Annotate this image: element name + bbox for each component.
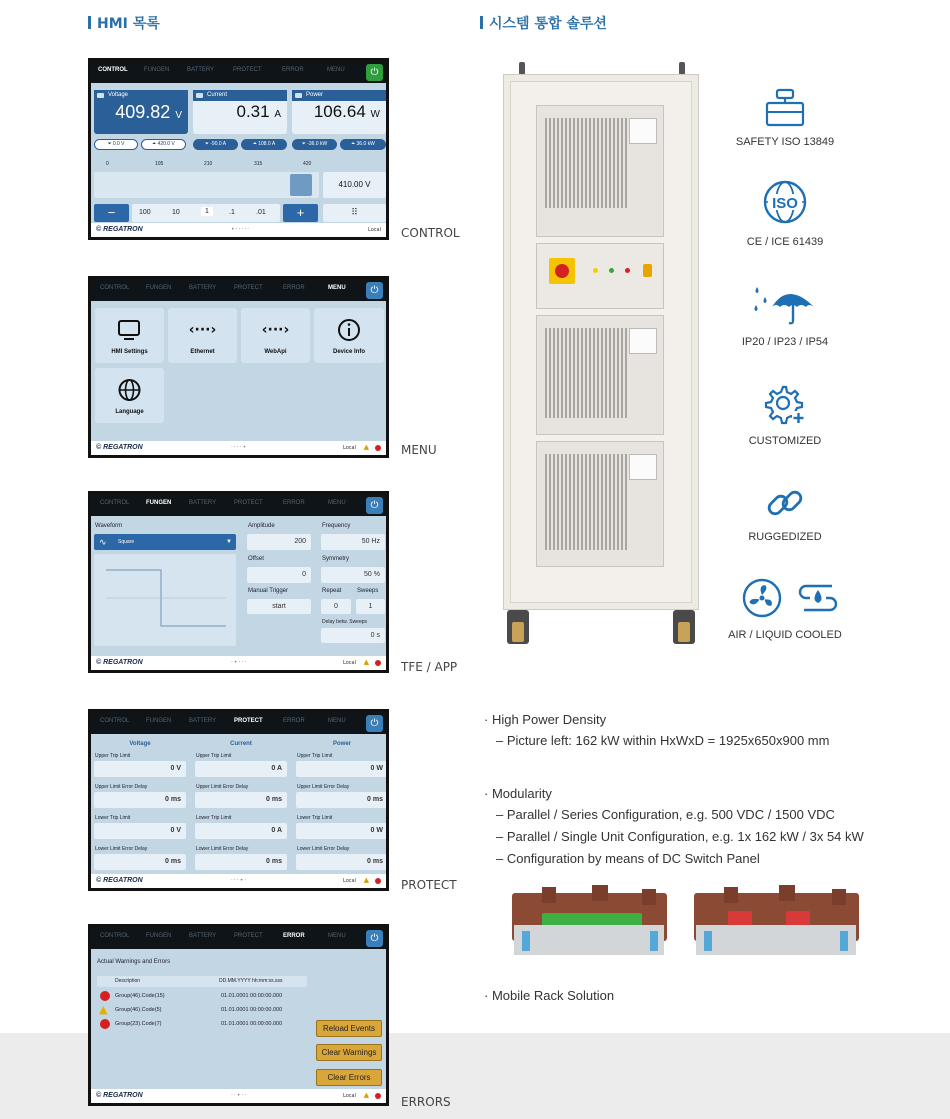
insulator-base: [514, 925, 664, 955]
protect-col-header: Voltage: [129, 741, 151, 747]
local-label: Local: [368, 227, 381, 233]
protect-field-label: Upper Limit Error Delay: [297, 784, 350, 790]
current-value: 0.31 A: [236, 102, 281, 121]
local-label: Local: [343, 1093, 356, 1099]
hmi-tab-bar: [91, 494, 386, 516]
device-info-tile[interactable]: [314, 308, 384, 363]
col-description: Description: [115, 978, 141, 984]
webapi-icon: ‹···›: [261, 322, 290, 338]
tab-menu[interactable]: MENU: [328, 500, 346, 506]
current-panel: [193, 90, 287, 134]
protect-field-label: Lower Trip Limit: [95, 815, 131, 821]
dc-switch-panel: [536, 243, 664, 309]
bullet-detail: – Parallel / Series Configuration, e.g. 500 VDC / 1500 VDC: [496, 807, 835, 822]
error-icon: [375, 878, 381, 884]
waveform-label: Waveform: [95, 523, 123, 529]
page-dots: ··•··: [231, 1092, 248, 1099]
scale-0: 0: [106, 161, 109, 167]
bullet-title: · Mobile Rack Solution: [484, 988, 615, 1003]
hmi-footer: [91, 874, 386, 888]
error-description: Group(46).Code(15): [115, 993, 165, 999]
protect-field-value[interactable]: 0 ms: [296, 854, 388, 870]
terminal-post: [832, 889, 846, 905]
error-timestamp: 01.01.0001 00:00:00.000: [221, 993, 283, 999]
hmi-tab-bar: [91, 279, 386, 301]
terminal-post: [542, 887, 556, 903]
tab-protect[interactable]: PROTECT: [234, 718, 263, 724]
voltage-max-chip[interactable]: ⏶ 420.0 V: [141, 139, 186, 150]
hmi-footer: [91, 656, 386, 670]
voltage-panel: [94, 90, 188, 134]
tab-protect[interactable]: PROTECT: [234, 500, 263, 506]
error-description: Group(23).Code(7): [115, 1021, 162, 1027]
language-tile[interactable]: [95, 368, 164, 423]
caption-errors: ERRORS: [401, 1095, 451, 1109]
protect-field-value[interactable]: 0 W: [296, 823, 388, 839]
slider-handle[interactable]: [290, 174, 312, 196]
protect-col-header: Power: [332, 741, 351, 747]
errors-table-header: [97, 976, 307, 987]
error-icon: [375, 1093, 381, 1099]
delay-input[interactable]: 0 s: [321, 628, 385, 643]
hmi-list-heading: HMI 목록: [88, 13, 160, 33]
protect-field-value[interactable]: 0 ms: [94, 854, 186, 870]
protect-field-value[interactable]: 0 ms: [195, 792, 287, 808]
bullet-title: · High Power Density: [484, 712, 607, 727]
tab-fungen[interactable]: FUNGEN: [144, 67, 170, 73]
tab-protect[interactable]: PROTECT: [234, 285, 263, 291]
error-description: Group(46).Code(5): [115, 1007, 162, 1013]
tab-error[interactable]: ERROR: [283, 718, 305, 724]
blue-terminal: [840, 931, 848, 951]
umbrella-rain-icon: [752, 283, 818, 329]
tab-control[interactable]: CONTROL: [100, 718, 130, 724]
square-wave-icon: ∿: [99, 537, 107, 547]
tab-error[interactable]: ERROR: [283, 500, 305, 506]
hmi-screen-fungen: [88, 491, 389, 673]
current-label: Current: [207, 92, 228, 98]
protect-field-value[interactable]: 0 A: [195, 761, 287, 777]
power-label: Power: [306, 92, 324, 98]
errors-title: Actual Warnings and Errors: [97, 959, 171, 965]
tab-battery[interactable]: BATTERY: [189, 500, 217, 506]
power-icon[interactable]: ⏻: [366, 64, 383, 81]
step-1[interactable]: 1: [201, 207, 213, 216]
regatron-logo: © REGATRON: [96, 444, 143, 451]
tab-battery[interactable]: BATTERY: [189, 285, 217, 291]
increase-button[interactable]: +: [283, 204, 318, 222]
hmi-screen-menu: [88, 276, 389, 458]
protect-field-label: Lower Limit Error Delay: [95, 846, 148, 852]
offset-input[interactable]: 0: [247, 567, 311, 583]
dc-switch-photo-parallel: [512, 885, 667, 957]
repeat-input[interactable]: 0: [321, 599, 351, 614]
tab-protect[interactable]: PROTECT: [233, 67, 262, 73]
protect-field-value[interactable]: 0 ms: [296, 792, 388, 808]
iso-globe-icon: [762, 179, 808, 229]
power-icon[interactable]: ⏻: [366, 497, 383, 514]
caption-control: CONTROL: [401, 226, 460, 240]
keypad-icon[interactable]: ⠿: [323, 204, 386, 222]
indicator-yellow: [593, 268, 598, 273]
caption-tfe-app: TFE / APP: [401, 660, 458, 674]
tab-control[interactable]: CONTROL: [100, 285, 130, 291]
ethernet-tile[interactable]: [168, 308, 237, 363]
dc-switch-photo-series: [694, 885, 859, 957]
vent-grille: [545, 328, 629, 418]
feature-customized-label: CUSTOMIZED: [748, 435, 822, 447]
language-label: Language: [115, 409, 144, 415]
vent-grille: [545, 454, 629, 550]
step-10[interactable]: 10: [172, 209, 180, 216]
hmi-screen-protect: [88, 709, 389, 891]
voltage-value: 409.82 V: [115, 102, 182, 122]
sweeps-input[interactable]: 1: [356, 599, 385, 614]
tab-fungen[interactable]: FUNGEN: [146, 933, 172, 939]
reload-events-button[interactable]: Reload Events: [316, 1020, 382, 1037]
power-icon[interactable]: ⏻: [366, 715, 383, 732]
tab-control[interactable]: CONTROL: [100, 500, 130, 506]
tab-fungen[interactable]: FUNGEN: [146, 500, 172, 506]
chevron-down-icon: ▼: [226, 539, 232, 545]
feature-cooling-label: AIR / LIQUID COOLED: [728, 629, 842, 641]
error-row[interactable]: [97, 1004, 307, 1016]
protect-col-header: Current: [230, 741, 252, 747]
caption-menu: MENU: [401, 443, 437, 457]
indicator-red: [625, 268, 630, 273]
tab-protect[interactable]: PROTECT: [234, 933, 263, 939]
power-module-3: [536, 441, 664, 567]
blue-terminal: [650, 931, 658, 951]
repeat-label: Repeat: [322, 588, 342, 594]
error-row[interactable]: [97, 990, 307, 1002]
regatron-logo: © REGATRON: [96, 877, 143, 884]
sweeps-label: Sweeps: [357, 588, 379, 594]
bullet-detail: – Picture left: 162 kW within HxWxD = 1925x650x900 mm: [496, 733, 830, 748]
power-module-2: [536, 315, 664, 435]
feature-safety-label: SAFETY ISO 13849: [735, 136, 835, 148]
page-dots: ···•·: [231, 877, 248, 884]
hmi-settings-label: HMI Settings: [111, 349, 148, 355]
step-0-1[interactable]: .1: [229, 209, 235, 216]
power-value: 106.64 W: [313, 102, 380, 121]
module-display: [629, 454, 657, 480]
hmi-footer: [91, 441, 386, 455]
scale-420: 420: [303, 161, 312, 167]
protect-field-value[interactable]: 0 ms: [195, 854, 287, 870]
bullet-detail: – Parallel / Single Unit Configuration, e.g. 1x 162 kW / 3x 54 kW: [496, 829, 864, 844]
tab-menu[interactable]: MENU: [328, 285, 346, 291]
frequency-input[interactable]: 50 Hz: [321, 534, 385, 550]
protect-field-label: Lower Trip Limit: [196, 815, 232, 821]
tab-fungen[interactable]: FUNGEN: [146, 285, 172, 291]
error-icon: [100, 991, 110, 1001]
feature-ip-label: IP20 / IP23 / IP54: [741, 336, 829, 348]
fan-icon: [742, 578, 782, 622]
caption-protect: PROTECT: [401, 878, 457, 892]
ethernet-label: Ethernet: [190, 349, 215, 355]
protect-field-label: Upper Limit Error Delay: [95, 784, 148, 790]
rack-frame: [503, 74, 699, 610]
system-solution-heading: 시스템 통합 솔루션: [480, 13, 607, 33]
warning-icon: ▲: [363, 443, 369, 451]
error-icon: [375, 660, 381, 666]
tab-battery[interactable]: BATTERY: [189, 933, 217, 939]
tab-control[interactable]: CONTROL: [98, 67, 128, 73]
blue-terminal: [704, 931, 712, 951]
waveform-select[interactable]: ∿ Square ▼: [94, 534, 236, 550]
ethernet-icon: ‹···›: [188, 322, 217, 338]
terminal-post: [779, 885, 795, 901]
tab-error[interactable]: ERROR: [283, 285, 305, 291]
error-icon: [100, 1019, 110, 1029]
step-100[interactable]: 100: [139, 209, 151, 216]
clear-errors-button[interactable]: Clear Errors: [316, 1069, 382, 1086]
webapi-tile[interactable]: [241, 308, 310, 363]
main-switch-icon: [555, 264, 569, 278]
page-dots: ·•···: [231, 659, 248, 666]
protect-field-label: Upper Limit Error Delay: [196, 784, 249, 790]
waveform-chart: [94, 554, 236, 646]
voltage-label: Voltage: [108, 92, 129, 98]
local-label: Local: [343, 878, 356, 884]
decrease-button[interactable]: −: [94, 204, 129, 222]
current-max-chip[interactable]: ⏶ 108.0 A: [241, 139, 287, 150]
chain-link-icon: [764, 483, 806, 527]
protect-field-label: Lower Limit Error Delay: [297, 846, 350, 852]
regatron-logo: © REGATRON: [96, 226, 143, 233]
module-display: [629, 118, 657, 144]
start-button[interactable]: start: [247, 599, 311, 614]
delay-label: Delay betw. Sweeps: [322, 619, 368, 625]
hmi-tab-bar: [91, 927, 386, 949]
frequency-label: Frequency: [322, 523, 351, 529]
protect-field-value[interactable]: 0 A: [195, 823, 287, 839]
feature-ruggedized-label: RUGGEDIZED: [748, 531, 822, 543]
device-info-label: Device Info: [332, 349, 365, 355]
monitor-icon: [95, 319, 164, 341]
power-icon[interactable]: ⏻: [366, 282, 383, 299]
feature-ce-label: CE / ICE 61439: [746, 236, 824, 248]
voltage-min-chip[interactable]: ⏷ 0.0 V: [94, 139, 138, 150]
amplitude-label: Amplitude: [248, 523, 275, 529]
manual-trigger-label: Manual Trigger: [248, 588, 289, 594]
regatron-logo: © REGATRON: [96, 1092, 143, 1099]
protect-field-label: Upper Trip Limit: [95, 753, 131, 759]
tab-control[interactable]: CONTROL: [100, 933, 130, 939]
wheel-left: [512, 622, 524, 642]
protect-field-label: Upper Trip Limit: [196, 753, 232, 759]
hmi-tab-bar: [91, 712, 386, 734]
wheel-right: [678, 622, 690, 642]
protect-field-label: Lower Limit Error Delay: [196, 846, 249, 852]
vent-grille: [545, 118, 629, 208]
scale-105: 105: [155, 161, 164, 167]
module-display: [629, 328, 657, 354]
hmi-footer: [91, 223, 386, 237]
hmi-screen-control: [88, 58, 389, 240]
webapi-label: WebApi: [264, 349, 287, 355]
local-label: Local: [343, 445, 356, 451]
blue-terminal: [522, 931, 530, 951]
indicator-green: [609, 268, 614, 273]
symmetry-input[interactable]: 50 %: [321, 567, 385, 583]
protect-field-label: Upper Trip Limit: [297, 753, 333, 759]
setpoint-slider[interactable]: [94, 172, 319, 198]
tab-battery[interactable]: BATTERY: [187, 67, 215, 73]
error-row[interactable]: [97, 1018, 307, 1030]
insulator-base: [696, 925, 856, 955]
protect-field-label: Lower Trip Limit: [297, 815, 333, 821]
setpoint-value[interactable]: 410.00 V: [323, 172, 386, 198]
step-0-01[interactable]: .01: [256, 209, 266, 216]
bullet-detail: – Configuration by means of DC Switch Panel: [496, 851, 760, 866]
power-icon[interactable]: ⏻: [366, 930, 383, 947]
scale-315: 315: [254, 161, 263, 167]
error-timestamp: 01.01.0001 00:00:00.000: [221, 1007, 283, 1013]
tab-battery[interactable]: BATTERY: [189, 718, 217, 724]
scale-210: 210: [204, 161, 213, 167]
warning-icon: ▲: [99, 1003, 108, 1016]
safety-icon: [764, 88, 806, 132]
protect-field-value[interactable]: 0 V: [94, 823, 186, 839]
step-selector: [132, 204, 280, 222]
info-icon: [314, 319, 384, 341]
offset-label: Offset: [248, 556, 264, 562]
protect-field-value[interactable]: 0 V: [94, 761, 186, 777]
page-dots: ····•: [231, 444, 248, 451]
tab-error[interactable]: ERROR: [283, 933, 305, 939]
power-module-1: [536, 105, 664, 237]
clear-warnings-button[interactable]: Clear Warnings: [316, 1044, 382, 1061]
error-icon: [375, 445, 381, 451]
hmi-tab-bar: [91, 61, 386, 83]
iso-text: ISO: [772, 195, 798, 212]
tab-menu[interactable]: MENU: [328, 933, 346, 939]
emergency-stop-icon: [643, 264, 652, 277]
power-min-chip[interactable]: ⏷ -36.0 kW: [292, 139, 337, 150]
terminal-post: [724, 887, 738, 903]
power-max-chip[interactable]: ⏶ 36.0 kW: [340, 139, 386, 150]
hmi-screen-error: [88, 924, 389, 1106]
hmi-settings-tile[interactable]: [95, 308, 164, 363]
symmetry-label: Symmetry: [322, 556, 349, 562]
tab-error[interactable]: ERROR: [282, 67, 304, 73]
col-timestamp: DD.MM.YYYY hh:mm:ss.sss: [219, 978, 283, 984]
gear-plus-icon: [764, 383, 806, 429]
amplitude-input[interactable]: 200: [247, 534, 311, 550]
terminal-post: [592, 885, 608, 901]
waveform-preview: [94, 554, 236, 646]
tab-fungen[interactable]: FUNGEN: [146, 718, 172, 724]
warning-icon: ▲: [363, 658, 369, 666]
terminal-post: [642, 889, 656, 905]
page-dots: •·····: [231, 226, 251, 233]
local-label: Local: [343, 660, 356, 666]
globe-icon: [95, 379, 164, 401]
regatron-logo: © REGATRON: [96, 659, 143, 666]
protect-field-value[interactable]: 0 W: [296, 761, 388, 777]
current-min-chip[interactable]: ⏷ -90.0 A: [193, 139, 238, 150]
hmi-footer: [91, 1089, 386, 1103]
protect-field-value[interactable]: 0 ms: [94, 792, 186, 808]
error-timestamp: 01.01.0001 00:00:00.000: [221, 1021, 283, 1027]
tab-menu[interactable]: MENU: [328, 718, 346, 724]
power-panel: [292, 90, 386, 134]
warning-icon: ▲: [363, 876, 369, 884]
bullet-title: · Modularity: [484, 786, 552, 801]
tab-menu[interactable]: MENU: [327, 67, 345, 73]
warning-icon: ▲: [363, 1091, 369, 1099]
liquid-cooling-icon: [796, 578, 838, 622]
